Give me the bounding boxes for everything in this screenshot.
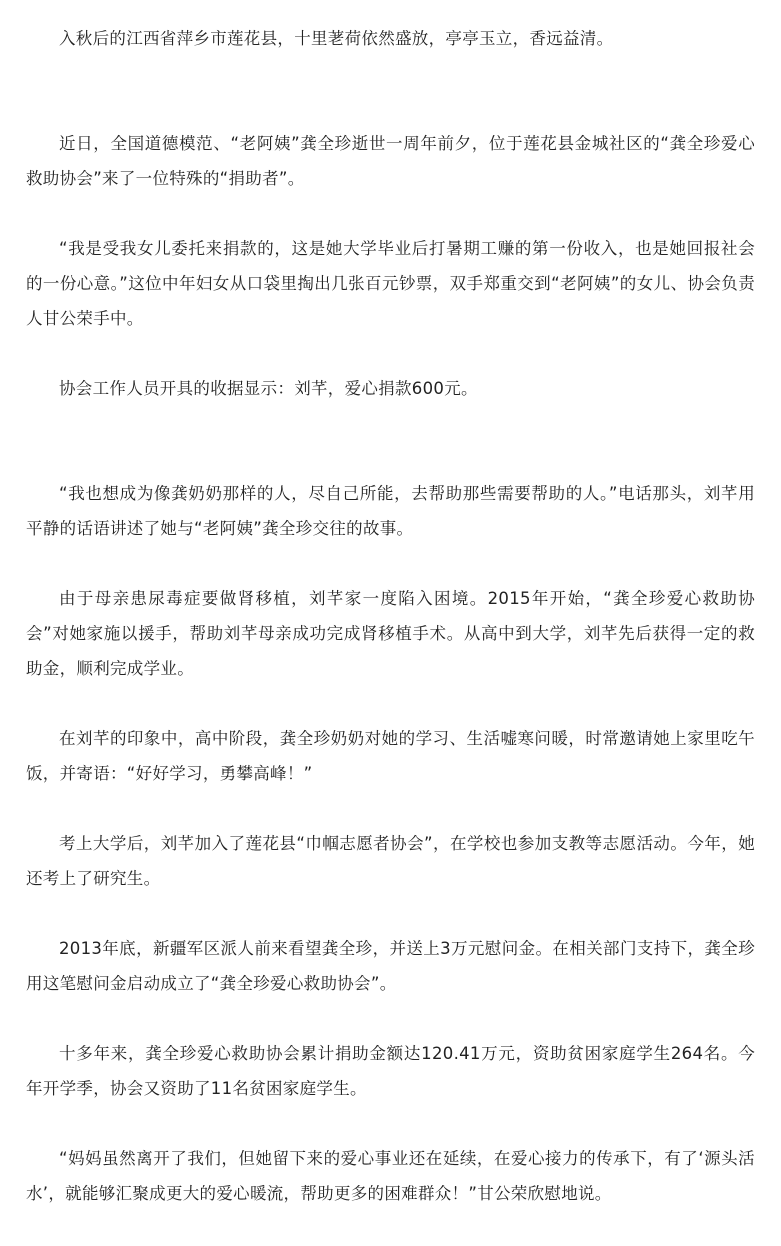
paragraph-6: 由于母亲患尿毒症要做肾移植，刘芊家一度陷入困境。2015年开始，“龚全珍爱心救助协会”对她家施以援手，帮助刘芊母亲成功完成肾移植手术。从高中到大学，刘芊先后获得一定的救助金，顺利完成学业。: [26, 589, 755, 678]
paragraph-10: 十多年来，龚全珍爱心救助协会累计捐助金额达120.41万元，资助贫困家庭学生264名。今年开学季，协会又资助了11名贫困家庭学生。: [26, 1044, 755, 1098]
paragraph-4: 协会工作人员开具的收据显示：刘芊，爱心捐款600元。: [59, 379, 478, 398]
paragraph-11: “妈妈虽然离开了我们，但她留下来的爱心事业还在延续，在爱心接力的传承下，有了‘源头活水’，就能够汇聚成更大的爱心暖流，帮助更多的困难群众！”甘公荣欣慰地说。: [26, 1149, 755, 1203]
paragraph-8: 考上大学后，刘芊加入了莲花县“巾帼志愿者协会”，在学校也参加支教等志愿活动。今年，她还考上了研究生。: [26, 834, 755, 888]
paragraph-2: 近日，全国道德模范、“老阿姨”龚全珍逝世一周年前夕，位于莲花县金城社区的“龚全珍爱心救助协会”来了一位特殊的“捐助者”。: [26, 134, 755, 188]
article-body: [26, 21, 755, 1246]
paragraph-7: 在刘芊的印象中，高中阶段，龚全珍奶奶对她的学习、生活嘘寒问暖，时常邀请她上家里吃午饭，并寄语：“好好学习，勇攀高峰！”: [26, 729, 755, 783]
paragraph-3: “我是受我女儿委托来捐款的，这是她大学毕业后打暑期工赚的第一份收入，也是她回报社会的一份心意。”这位中年妇女从口袋里掏出几张百元钞票，双手郑重交到“老阿姨”的女儿、协会负责人甘公荣手中。: [26, 239, 755, 328]
paragraph-5: “我也想成为像龚奶奶那样的人，尽自己所能，去帮助那些需要帮助的人。”电话那头，刘芊用平静的话语讲述了她与“老阿姨”龚全珍交往的故事。: [26, 484, 755, 538]
paragraph-1: 入秋后的江西省萍乡市莲花县，十里荖荷依然盛放，亭亭玉立，香远益清。: [59, 29, 614, 48]
paragraph-9: 2013年底，新疆军区派人前来看望龚全珍，并送上3万元慰问金。在相关部门支持下，龚全珍用这笔慰问金启动成立了“龚全珍爱心救助协会”。: [26, 939, 755, 993]
